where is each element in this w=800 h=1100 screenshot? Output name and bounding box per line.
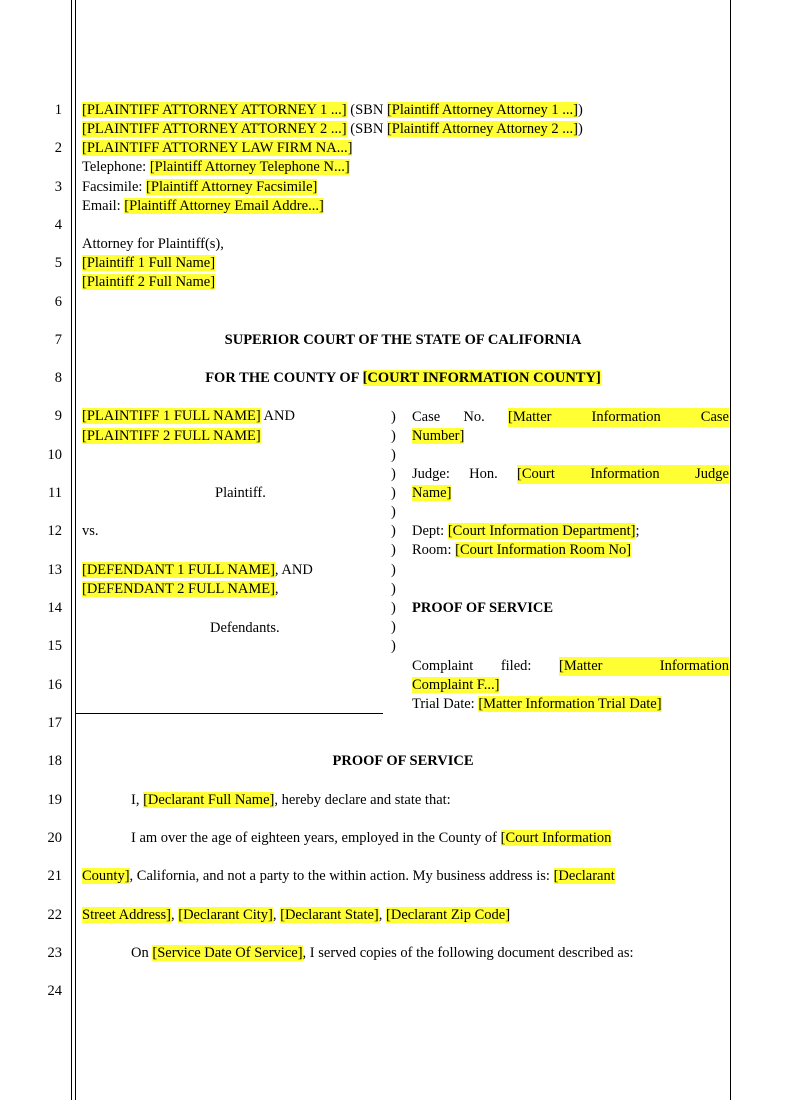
sbn-close: ) [577, 121, 583, 137]
case-no-word: Case [412, 409, 441, 425]
trial-date-line [412, 695, 662, 714]
complaint-filed-value [559, 657, 729, 676]
paren: ) [391, 428, 396, 444]
line-number: 21 [47, 868, 62, 884]
paren: ) [391, 581, 396, 597]
law-firm-name: [PLAINTIFF ATTORNEY LAW FIRM NA...] [82, 140, 353, 156]
facsimile-label: Facsimile: [82, 179, 147, 195]
declarant-city: [Declarant City] [178, 907, 273, 923]
paren: ) [391, 485, 396, 501]
room-value: [Court Information Room No] [455, 542, 632, 558]
caption-comma: , [274, 581, 279, 597]
line-number: 24 [47, 983, 62, 999]
declarant-name: [Declarant Full Name] [143, 792, 275, 808]
email-value: [Plaintiff Attorney Email Addre...] [124, 198, 324, 214]
plaintiff-label: Plaintiff. [215, 485, 266, 501]
telephone-value: [Plaintiff Attorney Telephone N...] [149, 159, 350, 175]
vs-label: vs. [82, 523, 99, 539]
employment-line-2 [82, 867, 615, 886]
caption-plaintiff-2-line [82, 427, 261, 446]
left-margin-rule-inner [75, 0, 76, 1100]
attorney-plaintiff-1-name: [Plaintiff 1 Full Name] [82, 255, 216, 271]
attorney-line-2 [82, 120, 583, 139]
paren: ) [391, 409, 396, 425]
paren: ) [391, 523, 396, 539]
line-number: 14 [47, 600, 62, 616]
complaint-word: filed: [500, 658, 532, 674]
line-number: 20 [47, 830, 62, 846]
defendants-label: Defendants. [210, 620, 280, 636]
attorney-2-sbn: [Plaintiff Attorney Attorney 2 ...] [386, 121, 578, 137]
attorney-for-line: Attorney for Plaintiff(s), [82, 236, 224, 252]
judge-value-word: Information [590, 466, 660, 482]
separator: , [272, 907, 281, 923]
telephone-label: Telephone: [82, 159, 150, 175]
judge-value-word: [Court [517, 466, 555, 482]
declarant-state: [Declarant State] [280, 907, 379, 923]
case-number-line-2 [412, 427, 464, 446]
trial-date-value: [Matter Information Trial Date] [478, 696, 662, 712]
caption-and: AND [260, 408, 295, 424]
declarant-zip: [Declarant Zip Code] [386, 907, 511, 923]
judge-word: Hon. [469, 466, 498, 482]
separator: , [378, 907, 387, 923]
p1-prefix: I, [131, 792, 144, 808]
complaint-filed-line-1 [412, 657, 729, 676]
sbn-prefix: (SBN [346, 121, 387, 137]
line-number: 16 [47, 677, 62, 693]
line-number: 1 [54, 102, 62, 118]
attorney-2-name: [PLAINTIFF ATTORNEY ATTORNEY 2 ...] [82, 121, 347, 137]
caption-plaintiff-2: [PLAINTIFF 2 FULL NAME] [82, 428, 261, 444]
caption-defendant-1-line [82, 561, 313, 580]
caption-and: , AND [274, 562, 313, 578]
case-number-word: Case [700, 409, 729, 425]
court-heading-line-2 [82, 369, 724, 388]
p2-mid: , California, and not a party to the within action. My business address is: [129, 868, 554, 884]
line-number: 3 [54, 179, 62, 195]
attorney-1-name: [PLAINTIFF ATTORNEY ATTORNEY 1 ...] [82, 102, 347, 118]
dept-line [412, 522, 640, 541]
county-prefix: FOR THE COUNTY OF [205, 370, 363, 386]
telephone-line [82, 158, 350, 177]
line-number: 18 [47, 753, 62, 769]
line-number: 22 [47, 907, 62, 923]
email-label: Email: [82, 198, 125, 214]
facsimile-line [82, 178, 317, 197]
declarant-street-a: [Declarant [553, 868, 615, 884]
service-date: [Service Date Of Service] [152, 945, 303, 961]
employment-line-3 [82, 906, 510, 925]
complaint-value-word: [Matter [559, 658, 603, 674]
case-number-value [508, 408, 729, 427]
dept-suffix: ; [635, 523, 640, 539]
attorney-plaintiff-1 [82, 254, 215, 273]
p3-suffix: , I served copies of the following document described as: [302, 945, 634, 961]
caption-defendant-2: [DEFENDANT 2 FULL NAME] [82, 581, 275, 597]
case-number-line-1 [412, 408, 729, 427]
dept-value: [Court Information Department] [447, 523, 636, 539]
attorney-1-sbn: [Plaintiff Attorney Attorney 1 ...] [386, 102, 578, 118]
line-number: 8 [54, 370, 62, 386]
case-number-word: [Matter [507, 409, 552, 425]
caption-plaintiff-1-line [82, 407, 295, 426]
room-line [412, 541, 631, 560]
caption-document-title: PROOF OF SERVICE [412, 600, 554, 616]
line-number: 17 [47, 715, 62, 731]
line-number: 12 [47, 523, 62, 539]
paren: ) [391, 600, 396, 616]
line-number: 2 [54, 140, 62, 156]
paren: ) [391, 447, 396, 463]
p3-prefix: On [131, 945, 153, 961]
line-number: 19 [47, 792, 62, 808]
service-date-paragraph [131, 944, 634, 963]
caption-plaintiff-1: [PLAINTIFF 1 FULL NAME] [82, 408, 261, 424]
line-number: 13 [47, 562, 62, 578]
body-title: PROOF OF SERVICE [332, 753, 474, 769]
attorney-line-1 [82, 101, 583, 120]
paren: ) [391, 562, 396, 578]
court-heading-line-1: SUPERIOR COURT OF THE STATE OF CALIFORNIA [224, 332, 582, 348]
email-line [82, 197, 324, 216]
judge-value-word: Judge [695, 466, 729, 482]
line-number: 5 [54, 255, 62, 271]
declarant-paragraph [131, 791, 451, 810]
paren: ) [391, 542, 396, 558]
line-number: 4 [54, 217, 62, 233]
right-margin-rule [730, 0, 731, 1100]
paren: ) [391, 638, 396, 654]
employment-county-b: County] [82, 868, 130, 884]
law-firm-line [82, 139, 352, 158]
p2-prefix: I am over the age of eighteen years, employed in the County of [131, 830, 501, 846]
caption-defendant-2-line [82, 580, 279, 599]
judge-line-1 [412, 465, 729, 484]
line-number: 10 [47, 447, 62, 463]
case-number-value-cont: Number] [412, 428, 465, 444]
line-number: 11 [48, 485, 62, 501]
p1-suffix: , hereby declare and state that: [274, 792, 451, 808]
case-no-word: No. [463, 409, 485, 425]
declarant-street-b: Street Address] [82, 907, 171, 923]
paren: ) [391, 504, 396, 520]
complaint-filed-value-cont: Complaint F...] [412, 677, 500, 693]
paren: ) [391, 466, 396, 482]
caption-bottom-rule [75, 713, 383, 714]
separator: , [171, 907, 179, 923]
line-number: 9 [54, 408, 62, 424]
employment-county-a: [Court Information [500, 830, 612, 846]
complaint-filed-line-2 [412, 676, 499, 695]
sbn-prefix: (SBN [346, 102, 387, 118]
trial-date-label: Trial Date: [412, 696, 479, 712]
case-number-word: Information [591, 409, 661, 425]
judge-value-cont: Name] [412, 485, 452, 501]
left-margin-rule-outer [71, 0, 72, 1100]
paren: ) [391, 619, 396, 635]
judge-word: Judge: [412, 466, 450, 482]
court-county: [COURT INFORMATION COUNTY] [362, 370, 601, 386]
room-label: Room: [412, 542, 456, 558]
line-number: 7 [54, 332, 62, 348]
sbn-close: ) [577, 102, 583, 118]
complaint-value-word: Information [659, 658, 729, 674]
line-number: 15 [47, 638, 62, 654]
judge-line-2 [412, 484, 451, 503]
caption-defendant-1: [DEFENDANT 1 FULL NAME] [82, 562, 275, 578]
dept-label: Dept: [412, 523, 448, 539]
employment-line-1 [131, 829, 611, 848]
line-number: 6 [54, 294, 62, 310]
line-number: 23 [47, 945, 62, 961]
attorney-plaintiff-2 [82, 273, 215, 292]
complaint-word: Complaint [412, 658, 474, 674]
facsimile-value: [Plaintiff Attorney Facsimile] [146, 179, 318, 195]
attorney-plaintiff-2-name: [Plaintiff 2 Full Name] [82, 274, 216, 290]
judge-value [517, 465, 729, 484]
